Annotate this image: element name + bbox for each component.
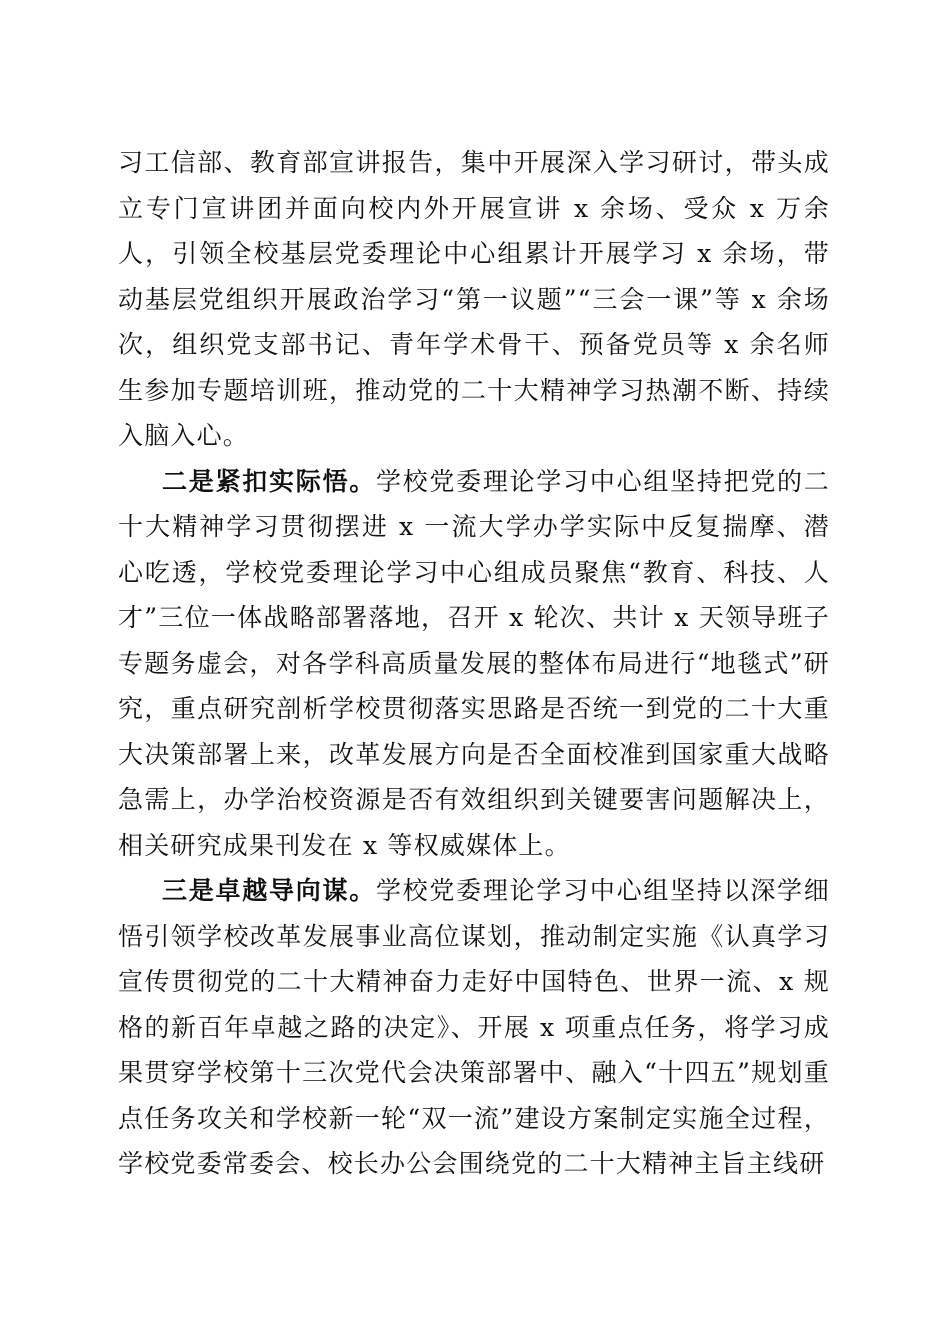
paragraph-heading: 二是紧扣实际悟。 [162, 466, 376, 496]
paragraph-second-point [118, 459, 830, 869]
paragraph-text: 学校党委理论学习中心组坚持把党的二十大精神学习贯彻摆进 x 一流大学办学实际中反复揣摩、潜心吃透，学校党委理论学习中心组成员聚焦“教育、科技、人才”三位一体战略部署落地，召开 x 轮次、共计 x 天领导班子专题务虚会，对各学科高质量发展的整体布局进行“地毯式”研究，重点研究剖析学校贯彻落实思路是否统一到党的二十大重大决策部署上来，改革发展方向是否全面校准到国家重大战略急需上，办学治校资源是否有效组织到关键要害问题解决上，相关研究成果刊发在 x 等权威媒体上。 [118, 466, 830, 860]
document-body [118, 140, 830, 1187]
paragraph-text: 学校党委理论学习中心组坚持以深学细悟引领学校改革发展事业高位谋划，推动制定实施《认真学习宣传贯彻党的二十大精神奋力走好中国特色、世界一流、x 规格的新百年卓越之路的决定》、开展 x 项重点任务，将学习成果贯穿学校第十三次党代会决策部署中、融入“十四五”规划重点任务攻关和学校新一轮“双一流”建设方案制定实施全过程，学校党委常委会、校长办公会围绕党的二十大精神主旨主线研 [118, 876, 830, 1178]
paragraph-heading: 三是卓越导向谋。 [162, 876, 376, 905]
paragraph-continuation [118, 140, 830, 459]
paragraph-text: 习工信部、教育部宣讲报告，集中开展深入学习研讨，带头成立专门宣讲团并面向校内外开展宣讲 x 余场、受众 x 万余人，引领全校基层党委理论中心组累计开展学习 x 余场，带动基层党组织开展政治学习“第一议题”“三会一课”等 x 余场次，组织党支部书记、青年学术骨干、预备党员等 x 余名师生参加专题培训班，推动党的二十大精神学习热潮不断、持续入脑入心。 [118, 148, 830, 450]
paragraph-third-point [118, 868, 830, 1187]
